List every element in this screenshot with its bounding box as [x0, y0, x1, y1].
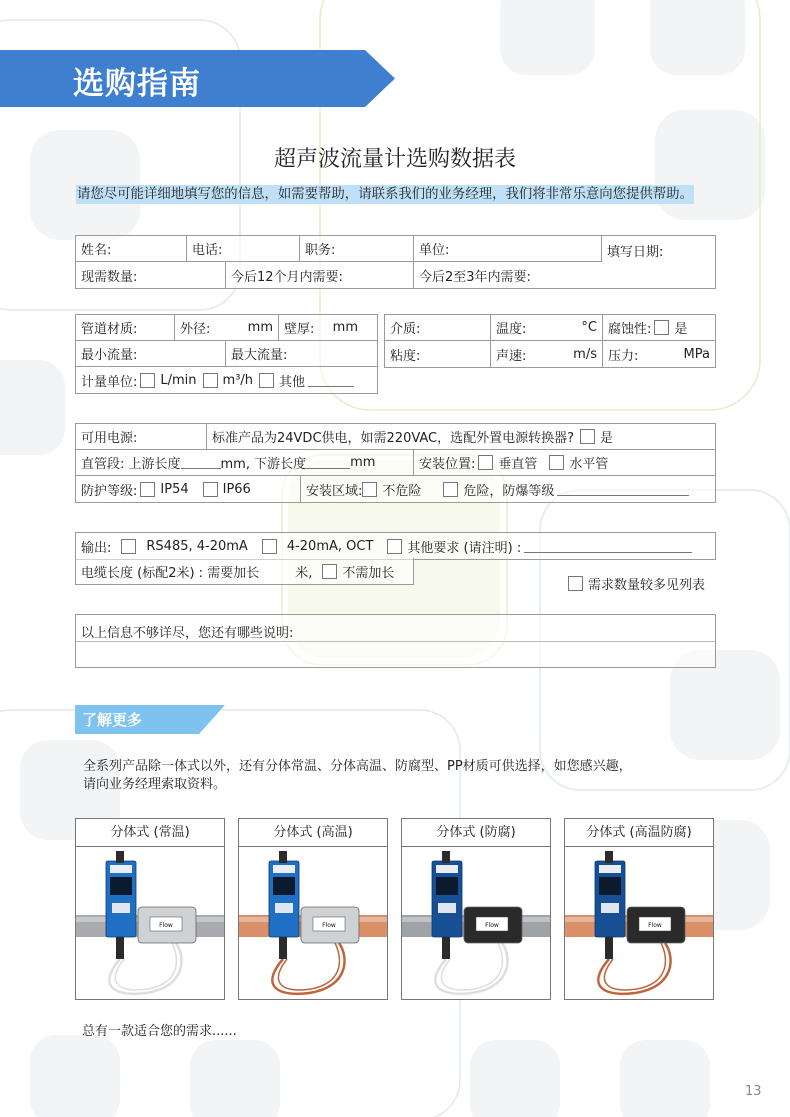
document-title: 超声波流量计选购数据表 [273, 147, 516, 172]
ip54-checkbox[interactable] [140, 482, 155, 497]
meter-cable-gland [605, 937, 613, 959]
unit-other-checkbox[interactable] [259, 373, 274, 388]
multi-demand-option: 需求数量较多见列表 [568, 574, 705, 593]
power-converter-checkbox[interactable] [580, 429, 595, 444]
corrosive-field: 腐蚀性: 是 [608, 322, 688, 337]
hazard-checkbox[interactable] [443, 482, 458, 497]
meter-screen [436, 877, 458, 895]
ip66-checkbox[interactable] [203, 482, 218, 497]
power-table [75, 423, 716, 503]
meter-keys [601, 903, 619, 913]
power-converter-row: 标准产品为24VDC供电，如需220VAC，选配外置电源转换器? 是 [212, 431, 614, 446]
min-flow-field[interactable]: 最小流量: [76, 341, 226, 366]
meter-connector [605, 851, 613, 863]
viscosity-field[interactable]: 粘度: [385, 341, 491, 367]
cable-shape-2 [441, 943, 502, 990]
product-name: 分体式 (常温) [76, 819, 224, 847]
outer-diameter-field[interactable]: 外径: mm [175, 315, 279, 340]
company-field[interactable]: 单位: [414, 236, 602, 262]
product-gallery [75, 818, 715, 1000]
output-other-blank[interactable] [524, 540, 692, 553]
upstream-length-blank[interactable] [181, 456, 221, 469]
product-card [564, 818, 714, 1000]
product-card [401, 818, 551, 1000]
output-table [75, 532, 716, 560]
product-name: 分体式 (防腐) [402, 819, 550, 847]
cable-no-extend-checkbox[interactable] [322, 564, 337, 579]
meter-keys [275, 903, 293, 913]
meter-keys [438, 903, 456, 913]
product-image [565, 847, 713, 999]
install-zone-field: 安装区域: 不危险 危险，防爆等级 [301, 476, 715, 502]
unit-m3h-checkbox[interactable] [203, 373, 218, 388]
intro-text: 请您尽可能详细地填写您的信息，如需要帮助，请联系我们的业务经理，我们将非常乐意向您提供帮助。 [77, 187, 693, 202]
footer-text: 总有一款适合您的需求...... [82, 1024, 237, 1039]
product-name: 分体式 (高温防腐) [565, 819, 713, 847]
series-description: 全系列产品除一体式以外，还有分体常温、分体高温、防腐型、PP材质可供选择，如您感兴趣， 请向业务经理索取资料。 [83, 759, 632, 792]
product-image [239, 847, 387, 999]
meter-cable-gland [442, 937, 450, 959]
meter-screen [273, 877, 295, 895]
downstream-length-blank[interactable] [306, 456, 350, 469]
meter-cable-gland [116, 937, 124, 959]
temperature-field[interactable]: 温度: °C [491, 315, 603, 340]
horizontal-pipe-checkbox[interactable] [549, 455, 564, 470]
meter-label [110, 865, 132, 873]
meter-label [599, 865, 621, 873]
install-position-field: 安装位置: 垂直管 水平管 [419, 457, 609, 472]
cable-shape-2 [115, 943, 176, 990]
sound-speed-field[interactable]: 声速: m/s [491, 341, 603, 367]
flow-label-text: Flow [485, 922, 499, 929]
corrosive-yes-checkbox[interactable] [654, 320, 669, 335]
meter-screen [110, 877, 132, 895]
non-hazard-checkbox[interactable] [362, 482, 377, 497]
measure-unit-row: 计量单位: L/min m³/h 其他 [76, 367, 377, 393]
vertical-pipe-checkbox[interactable] [478, 455, 493, 470]
wall-thickness-field[interactable]: 壁厚: mm [284, 320, 358, 337]
meter-connector [116, 851, 124, 863]
date-field[interactable]: 填写日期: [607, 245, 664, 260]
cable-shape-2 [604, 943, 665, 990]
protection-field: 防护等级: IP54 IP66 [76, 476, 301, 502]
multi-demand-checkbox[interactable] [568, 576, 583, 591]
cable-table [75, 558, 414, 585]
flow-label-text: Flow [159, 922, 173, 929]
product-name: 分体式 (高温) [239, 819, 387, 847]
meter-label [273, 865, 295, 873]
flow-label-text: Flow [648, 922, 662, 929]
cable-shape-2 [278, 943, 339, 990]
pipe-material-field[interactable]: 管道材质: [76, 315, 175, 340]
meter-label [436, 865, 458, 873]
product-image [402, 847, 550, 999]
max-flow-field[interactable]: 最大流量: [231, 348, 288, 363]
contact-table [75, 235, 716, 289]
straight-pipe-field: 直管段: 上游长度 mm, 下游长度 mm [76, 450, 414, 475]
flow-label-text: Flow [322, 922, 336, 929]
pipe-table [75, 314, 378, 394]
qty-23-field[interactable]: 今后2至3年内需要: [419, 269, 531, 285]
medium-field[interactable]: 介质: [385, 315, 491, 340]
meter-keys [112, 903, 130, 913]
meter-connector [279, 851, 287, 863]
qty-12-field[interactable]: 今后12个月内需要: [226, 262, 414, 288]
banner-title: 选购指南 [73, 66, 201, 102]
qty-now-field[interactable]: 现需数量: [76, 262, 226, 288]
medium-table [384, 314, 716, 368]
output-rs485-checkbox[interactable] [121, 539, 136, 554]
unit-lmin-checkbox[interactable] [140, 373, 155, 388]
output-oct-checkbox[interactable] [262, 539, 277, 554]
position-field[interactable]: 职务: [300, 236, 414, 262]
unit-other-blank[interactable] [308, 374, 354, 387]
phone-field[interactable]: 电话: [187, 236, 300, 262]
cable-extend-blank[interactable] [262, 565, 292, 577]
learn-more-title: 了解更多 [82, 711, 143, 729]
output-other-checkbox[interactable] [387, 539, 402, 554]
product-card [75, 818, 225, 1000]
notes-label: 以上信息不够详尽，您还有哪些说明: [81, 626, 294, 641]
meter-connector [442, 851, 450, 863]
product-image [76, 847, 224, 999]
cable-length-row: 电缆长度 (标配2米) : 需要加长 米, 不需加长 [81, 565, 395, 581]
explosion-grade-blank[interactable] [557, 483, 689, 496]
pressure-field[interactable]: 压力: MPa [608, 346, 710, 364]
product-card [238, 818, 388, 1000]
notes-box[interactable] [75, 614, 716, 668]
meter-screen [599, 877, 621, 895]
meter-cable-gland [279, 937, 287, 959]
name-field[interactable]: 姓名: [76, 236, 187, 262]
power-label: 可用电源: [76, 424, 207, 449]
page-number: 13 [745, 1084, 762, 1099]
output-row: 输出: RS485, 4-20mA 4-20mA, OCT 其他要求 (请注明) : [76, 533, 715, 559]
